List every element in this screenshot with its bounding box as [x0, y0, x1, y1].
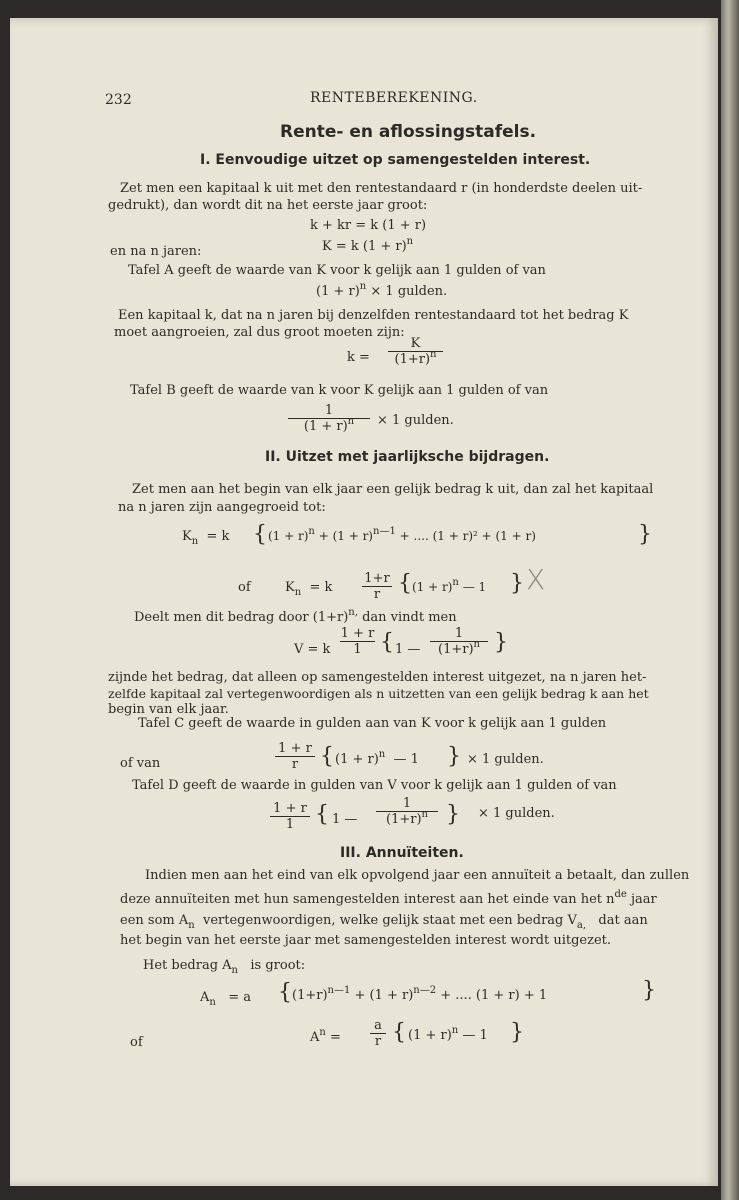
section2-paragraph-line: Deelt men dit bedrag door $(1+r)^{n,}$ dan vindt men	[134, 607, 457, 625]
left-brace: {	[253, 522, 267, 547]
right-brace: }	[510, 571, 524, 596]
equation-label: of van	[120, 756, 161, 771]
equation-6-body: $(1 + r)^n + (1 + r)^{n—1}$ + .... (1 + r)² + (1 + r)	[268, 526, 536, 543]
equation-7-lhs: $K_n = k$	[285, 580, 333, 598]
section1-paragraph-line: Een kapitaal k, dat na n jaren bij denzelfden rentestandaard tot het bedrag K	[118, 308, 629, 323]
equation-5-fraction: 1 $(1 + r)^n$	[288, 403, 370, 434]
section2-paragraph-line: na n jaren zijn aangegroeid tot:	[118, 500, 326, 515]
page-title: Rente- en aflossingstafels.	[280, 122, 537, 142]
section2-paragraph-line: Tafel D geeft de waarde in gulden van V voor k gelijk aan 1 gulden of van	[132, 778, 617, 793]
equation-11-body: $(1+r)^{n—1} + (1 + r)^{n—2}$ + .... (1 + r) + 1	[292, 985, 548, 1003]
equation-10-fraction: 1 + r 1	[270, 801, 310, 832]
right-brace: }	[510, 1020, 524, 1045]
section2-paragraph-line: zijnde het bedrag, dat alleen op samengestelden interest uitgezet, na n jaren het-	[108, 670, 647, 685]
equation-4-fraction: K $(1+r)^n$	[388, 336, 443, 367]
left-brace: {	[278, 980, 292, 1005]
section1-paragraph-line: Tafel B geeft de waarde van k voor K gelijk aan 1 gulden of van	[130, 383, 549, 398]
left-brace: {	[380, 630, 394, 655]
right-brace: }	[638, 522, 652, 547]
equation-7-fraction: 1+r r	[362, 571, 392, 602]
right-brace: }	[446, 802, 460, 827]
equation-9-fraction: 1 + r r	[275, 741, 315, 772]
section2-paragraph-line: zelfde kapitaal zal vertegenwoordigen als n uitzetten van een gelijk bedrag k aan het	[108, 686, 649, 701]
section1-paragraph-line: moet aangroeien, zal dus groot moeten zijn:	[114, 325, 405, 340]
equation-label: of	[238, 580, 251, 595]
right-brace: }	[494, 630, 508, 655]
running-header: RENTEBEREKENING.	[310, 90, 478, 106]
equation-11-lhs: $A_n$ = a	[200, 990, 252, 1008]
equation-10-one: 1 —	[332, 812, 358, 827]
equation-12-body: $(1 + r)^n$ — 1	[408, 1025, 488, 1043]
equation-12-fraction: a r	[370, 1018, 386, 1049]
section2-paragraph-line: begin van elk jaar.	[108, 702, 229, 717]
book-page	[10, 18, 718, 1186]
section3-paragraph-line: Indien men aan het eind van elk opvolgend jaar een annuïteit a betaalt, dan zullen	[145, 868, 690, 883]
equation-8-inner-fraction: 1 $(1+r)^n$	[430, 626, 488, 657]
left-brace: {	[392, 1020, 406, 1045]
section2-heading: II. Uitzet met jaarlijksche bijdragen.	[265, 449, 550, 465]
left-brace: {	[315, 802, 329, 827]
left-brace: {	[320, 744, 334, 769]
page-number: 232	[105, 92, 132, 108]
equation-8-one: 1 —	[395, 642, 421, 657]
equation-10-inner-fraction: 1 $(1+r)^n$	[376, 796, 438, 827]
section2-paragraph-line: Tafel C geeft de waarde in gulden aan van K voor k gelijk aan 1 gulden	[138, 716, 607, 731]
section3-paragraph-line: Het bedrag $A_n$ is groot:	[143, 958, 306, 976]
equation-9-body: $(1 + r)^n$ — 1	[335, 749, 419, 767]
section1-paragraph-line: Zet men een kapitaal k uit met den rentestandaard r (in honderdste deelen uit-	[120, 181, 643, 196]
equation-8-fraction: 1 + r 1	[340, 626, 375, 657]
equation-2: K = k $(1 + r)^n$	[322, 236, 414, 254]
section3-paragraph-line: deze annuïteiten met hun samengestelden interest aan het einde van het $n^{de}$ jaar	[120, 889, 657, 907]
page-edge	[721, 0, 739, 1200]
section3-paragraph-line: een som $A_n$ vertegenwoordigen, welke gelijk staat met een bedrag $V_{a,}$ dat aan	[120, 913, 648, 931]
section3-paragraph-line: het begin van het eerste jaar met samengestelden interest wordt uitgezet.	[120, 933, 612, 948]
equation-label: of	[130, 1035, 143, 1050]
right-brace: }	[642, 978, 656, 1003]
section3-heading: III. Annuïteiten.	[340, 845, 464, 861]
equation-3: $(1 + r)^n \times 1$ gulden.	[316, 281, 448, 299]
pencil-mark: X	[526, 563, 546, 596]
left-brace: {	[398, 571, 412, 596]
equation-label: en na n jaren:	[110, 244, 202, 259]
equation-8-lhs: V = k	[294, 642, 331, 657]
right-brace: }	[447, 744, 461, 769]
section1-paragraph-line: gedrukt), dan wordt dit na het eerste jaar groot:	[108, 198, 428, 213]
equation-1: k + kr = k (1 + r)	[310, 218, 427, 233]
section1-paragraph-line: Tafel A geeft de waarde van K voor k gelijk aan 1 gulden of van	[128, 263, 546, 278]
equation-9-tail: × 1 gulden.	[467, 752, 544, 767]
equation-5-tail: × 1 gulden.	[377, 413, 454, 428]
equation-6: $K_n = k$	[182, 529, 230, 547]
equation-12-lhs: $A^n$ =	[310, 1027, 341, 1045]
equation-4-lhs: k =	[347, 350, 370, 365]
section2-paragraph-line: Zet men aan het begin van elk jaar een gelijk bedrag k uit, dan zal het kapitaal	[132, 482, 654, 497]
equation-10-tail: × 1 gulden.	[478, 806, 555, 821]
section1-heading: I. Eenvoudige uitzet op samengestelden interest.	[200, 152, 591, 168]
equation-7-body: $(1 + r)^n$ — 1	[412, 577, 487, 594]
